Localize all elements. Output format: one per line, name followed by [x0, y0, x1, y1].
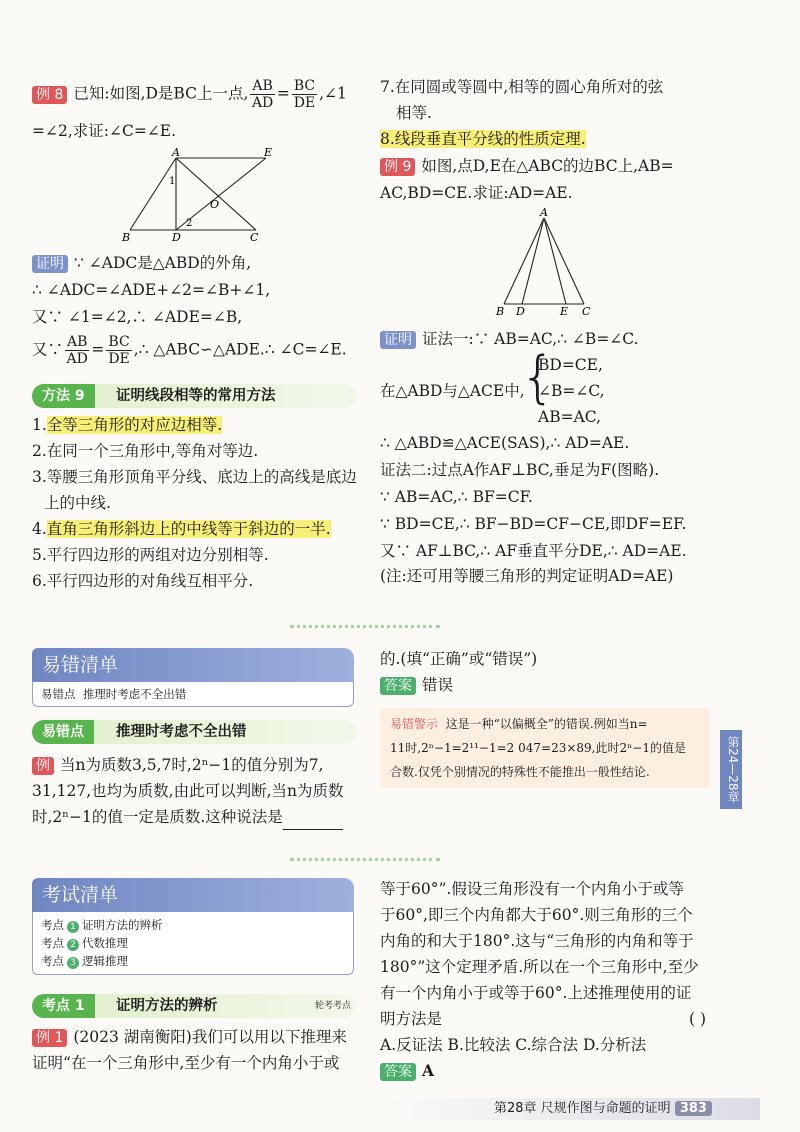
- label-d: D: [516, 305, 525, 318]
- fraction-bc-de: [292, 78, 317, 111]
- exam-point-1: [41, 916, 345, 934]
- exam-q-line1: (2023 湖南衡阳)我们可以用以下推理来: [73, 1028, 347, 1046]
- proof-tag: 证明: [380, 331, 416, 349]
- example-9: [380, 153, 720, 179]
- exam-point-bar-title: 证明方法的辨析: [116, 998, 218, 1014]
- item-7-line1: 7.在同圆或等圆中,相等的圆心角所对的弦: [380, 78, 664, 96]
- proof-9-line3: ∴ △ABD≌△ACE(SAS),∴ AD=AE.: [380, 434, 630, 452]
- example-9-tag: 例 9: [380, 158, 415, 176]
- item-text: 平行四边形的对角线互相平分.: [46, 572, 254, 590]
- proof-9-text-1: 证法一:∵ AB=AC,∴ ∠B=∠C.: [422, 330, 639, 348]
- exam-box: [32, 878, 354, 975]
- brace: {: [520, 345, 556, 410]
- exam-q-line2: 证明“在一个三角形中,至少有一个内角小于或: [32, 1054, 340, 1072]
- proof-8-line2: ∴ ∠ADC=∠ADE+∠2=∠B+∠1,: [32, 281, 271, 299]
- proof-9-line4: 证法二:过点A作AF⊥BC,垂足为F(图略).: [380, 461, 660, 479]
- mistake-warning: [380, 708, 710, 788]
- brace-line-2: ∠B=∠C,: [538, 382, 605, 400]
- label-b: B: [122, 231, 131, 244]
- proof-9-line2: 在△ABD与△ACE中,: [380, 382, 525, 400]
- item-8-text: 8.线段垂直平分线的性质定理.: [380, 130, 586, 148]
- label-a: A: [172, 148, 180, 159]
- frac-den: DE: [293, 95, 316, 111]
- point-text: 代数推理: [82, 936, 128, 950]
- answer-tag: 答案: [380, 1063, 416, 1081]
- frac-num: AB: [67, 334, 88, 350]
- point-num: 2: [67, 939, 79, 951]
- answer-text: 错误: [422, 676, 454, 694]
- exam-options: A.反证法 B.比较法 C.综合法 D.分析法: [380, 1036, 647, 1054]
- method-9-label: 方法 9: [32, 384, 95, 408]
- proof-8-line4: [32, 334, 347, 367]
- method-item-6: [32, 568, 362, 594]
- exam-question-cont: [380, 876, 720, 1084]
- mistake-q-line1: 当n为质数3,5,7时,2ⁿ−1的值分别为7,: [60, 756, 324, 774]
- item-num: 2.: [32, 442, 47, 460]
- item-7-line2: 相等.: [396, 104, 432, 122]
- exam-question: [32, 1024, 362, 1076]
- mistake-bar-title: 推理时考虑不全出错: [116, 724, 247, 740]
- proof-9-line8: (注:还可用等腰三角形的判定证明AD=AE): [380, 567, 674, 585]
- frac-den: AD: [251, 95, 274, 111]
- footer: [494, 1100, 712, 1118]
- exam-example-tag: 例 1: [32, 1029, 67, 1047]
- item-num: 4.: [32, 520, 47, 538]
- mistake-q-line4: 的.(填“正确”或“错误”): [380, 650, 538, 668]
- point-label: 考点: [41, 954, 64, 968]
- mistake-bar: [32, 720, 357, 744]
- example-9-figure: [492, 206, 598, 318]
- proof-9-line1: [380, 326, 639, 352]
- mistake-point-text: 推理时考虑不全出错: [82, 687, 187, 701]
- fraction-bc-de-2: [106, 334, 131, 367]
- frac-den: AD: [66, 351, 88, 367]
- point-text: 证明方法的辨析: [82, 918, 163, 932]
- example-8-line2: =∠2,求证:∠C=∠E.: [32, 122, 177, 140]
- exam-header: 考试清单: [32, 878, 354, 912]
- fraction-ab-ad-2: [65, 334, 89, 367]
- exam-r-line3: 内角的和大于180°.这与“三角形的内角和等于: [380, 932, 694, 950]
- exam-r-line6: 明方法是: [380, 1010, 443, 1028]
- fraction-ab-ad: [250, 78, 274, 111]
- proof-8-text-4a: 又∵: [32, 340, 64, 359]
- proof-9-line5: ∵ AB=AC,∴ BF=CF.: [380, 488, 533, 506]
- proof-8-text-1: ∵ ∠ADC是△ABD的外角,: [74, 254, 252, 272]
- proof-8-line3: 又∵ ∠1=∠2,∴ ∠ADE=∠B,: [32, 308, 243, 326]
- point-label: 考点: [41, 936, 64, 950]
- exam-r-line4: 180°”这个定理矛盾.所以在一个三角形中,至少: [380, 958, 699, 976]
- mistakes-body: [32, 682, 354, 707]
- label-b: B: [496, 305, 505, 318]
- point-label: 考点: [41, 918, 64, 932]
- answer-paren[interactable]: ( ): [688, 1010, 706, 1028]
- method-item-5: [32, 542, 362, 568]
- answer-text: A: [422, 1061, 435, 1080]
- example-9-line2: AC,BD=CE.求证:AD=AE.: [380, 184, 573, 202]
- exam-r-line6-wrap: [380, 1006, 720, 1032]
- exam-r-line2: 于60°,即三个内角都大于60°.则三角形的三个: [380, 906, 693, 924]
- footer-chapter: 第28章 尺规作图与命题的证明: [494, 1101, 671, 1116]
- point-num: 1: [67, 921, 79, 933]
- item-8: [380, 126, 586, 152]
- label-c: C: [250, 231, 259, 244]
- mistake-bar-label: 易错点: [32, 720, 94, 744]
- label-a: A: [540, 206, 548, 219]
- item-text: 直角三角形斜边上的中线等于斜边的一半.: [46, 520, 331, 538]
- equals: =: [91, 340, 105, 359]
- label-angle-2: 2: [186, 218, 193, 229]
- equals: =: [276, 84, 290, 103]
- section-divider-2: [290, 858, 440, 861]
- section-divider: [290, 625, 440, 628]
- mistake-q-line2: 31,127,也均为质数,由此可以判断,当n为质数: [32, 782, 344, 800]
- label-d: D: [172, 231, 181, 244]
- example-9-text-1: 如图,点D,E在△ABC的边BC上,AB=: [421, 157, 674, 175]
- mistake-answer: [380, 672, 453, 698]
- exam-point-bar-label: 考点 1: [32, 994, 95, 1018]
- proof-8-line1: [32, 250, 251, 276]
- warning-label: 易错警示: [390, 717, 439, 731]
- frac-num: BC: [293, 78, 316, 94]
- example-8-text: 已知:如图,D是BC上一点,: [73, 84, 249, 103]
- warning-line2: 11时,2ⁿ−1=2¹¹−1=2 047=23×89,此时2ⁿ−1的值是: [390, 741, 686, 755]
- mistake-example-tag: 例: [32, 757, 54, 775]
- item-text: 在同一个三角形中,等角对等边.: [46, 442, 259, 460]
- label-c: C: [582, 305, 591, 318]
- mistake-q-line3: 时,2ⁿ−1的值一定是质数.这种说法是: [32, 808, 283, 826]
- frac-num: BC: [108, 334, 130, 350]
- answer-blank[interactable]: [283, 813, 343, 830]
- exam-r-line5: 有一个内角小于或等于60°.上述推理使用的证: [380, 984, 692, 1002]
- warning-line3: 合数.仅凭个别情况的特殊性不能推出一般性结论.: [390, 765, 650, 779]
- example-8-figure: [118, 148, 278, 244]
- mistakes-header: 易错清单: [32, 648, 354, 682]
- item-text: 等腰三角形顶角平分线、底边上的高线是底边: [46, 468, 357, 486]
- method-item-1: [32, 412, 362, 438]
- exam-r-line1: 等于60°”.假设三角形没有一个内角小于或等: [380, 880, 684, 898]
- frac-num: AB: [252, 78, 273, 94]
- label-e: E: [264, 148, 273, 159]
- brace-line-1: BD=CE,: [538, 356, 603, 374]
- item-text: 全等三角形的对应边相等.: [46, 416, 223, 434]
- proof-9-line7: 又∵ AF⊥BC,∴ AF垂直平分DE,∴ AD=AE.: [380, 542, 687, 560]
- warning-line1: 这是一种“以偏概全”的错误.例如当n=: [445, 717, 648, 731]
- label-angle-1: 1: [169, 176, 176, 187]
- item-num: 5.: [32, 546, 47, 564]
- chapter-side-tab: 第24—28章: [720, 730, 742, 809]
- example-8-text-2: ,∠1: [319, 84, 347, 103]
- method-item-4: [32, 516, 362, 542]
- label-o: O: [210, 198, 220, 211]
- example-8-tag: 例 8: [32, 86, 67, 104]
- exam-point-bar: [32, 994, 357, 1018]
- method-item-2: [32, 438, 362, 464]
- brace-line-3: AB=AC,: [538, 408, 601, 426]
- point-num: 3: [67, 957, 79, 969]
- exam-point-bar-note: 轮考考点: [314, 1001, 351, 1011]
- method-9-list: [32, 412, 362, 594]
- label-e: E: [560, 305, 569, 318]
- exam-point-2: [41, 934, 345, 952]
- page-number: 383: [675, 1101, 712, 1116]
- method-item-3: [32, 464, 362, 490]
- frac-den: DE: [108, 351, 130, 367]
- answer-tag: 答案: [380, 677, 416, 695]
- item-text: 上的中线.: [44, 494, 111, 512]
- item-text: 平行四边形的两组对边分别相等.: [46, 546, 269, 564]
- point-text: 逻辑推理: [82, 954, 128, 968]
- item-num: 1.: [32, 416, 47, 434]
- example-8: [32, 78, 362, 111]
- method-9-bar: [32, 384, 357, 408]
- proof-8-text-4b: ,∴ △ABC∽△ADE.∴ ∠C=∠E.: [133, 340, 347, 359]
- exam-point-3: [41, 952, 345, 970]
- mistakes-box: [32, 648, 354, 707]
- method-item-3-cont: [32, 490, 362, 516]
- mistake-point-label: 易错点: [41, 687, 76, 701]
- item-num: 3.: [32, 468, 47, 486]
- proof-tag: 证明: [32, 255, 68, 273]
- item-num: 6.: [32, 572, 47, 590]
- method-9-title: 证明线段相等的常用方法: [116, 388, 276, 404]
- exam-body: [32, 912, 354, 975]
- mistake-question: [32, 752, 362, 830]
- proof-9-line6: ∵ BD=CE,∴ BF−BD=CF−CE,即DF=EF.: [380, 515, 687, 533]
